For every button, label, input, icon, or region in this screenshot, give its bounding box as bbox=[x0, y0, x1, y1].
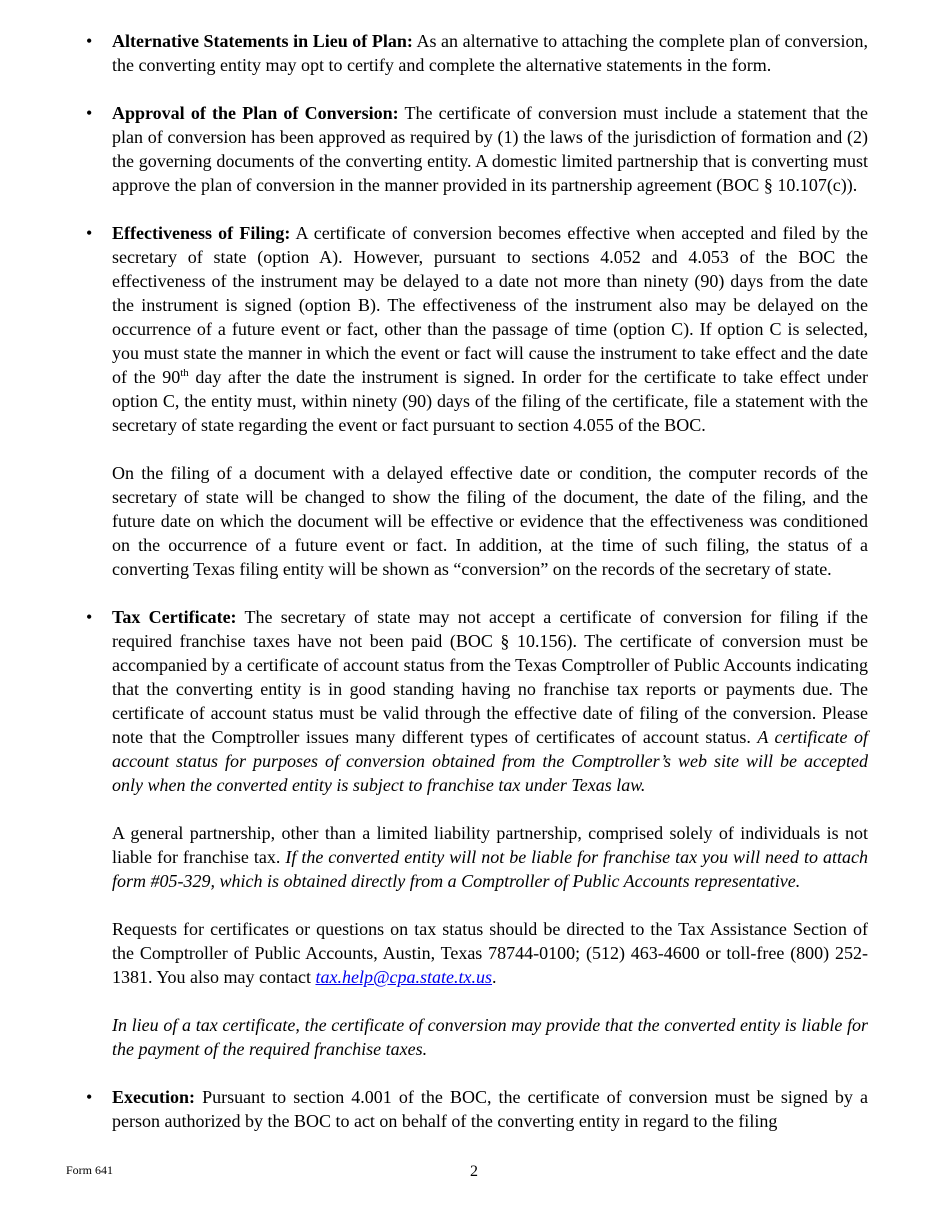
heading: Execution: bbox=[112, 1087, 195, 1107]
heading: Effectiveness of Filing: bbox=[112, 223, 291, 243]
body-text: day after the date the instrument is signed. In order for the certificate to take effect under option C, the entity must, within ninety (90) days of the filing of the certificate, file a statement with the secretary of state regarding the event or fact pursuant to section 4.055 of the BOC. bbox=[112, 367, 868, 435]
body-text: Requests for certificates or questions on tax status should be directed to the Tax Assistance Section of the Comptroller of Public Accounts, Austin, Texas 78744-0100; (512) 463-4600 or toll-free (800) 252-1381. You also may contact bbox=[112, 919, 868, 987]
bullet-approval bbox=[112, 101, 868, 197]
body-text: . bbox=[492, 967, 497, 987]
tax-paragraph-4 bbox=[112, 1013, 868, 1061]
page-number: 2 bbox=[470, 1163, 478, 1180]
body-text: The secretary of state may not accept a certificate of conversion for filing if the required franchise taxes have not been paid (BOC § 10.156). The certificate of conversion must be accompanied by a certificate of account status from the Texas Comptroller of Public Accounts indicating that the converting entity is in good standing having no franchise tax reports or payments due. The certificate of account status must be valid through the effective date of filing of the conversion. Please note that the Comptroller issues many different types of certificates of account status. bbox=[112, 607, 868, 747]
body-text: A certificate of conversion becomes effective when accepted and filed by the secretary of state (option A). However, pursuant to sections 4.052 and 4.053 of the BOC the effectiveness of the instrument may be delayed to a date not more than ninety (90) days from the date the instrument is signed (option B). The effectiveness of the instrument also may be delayed on the occurrence of a future event or fact, other than the passage of time (option C). If option C is selected, you must state the manner in which the event or fact will cause the instrument to take effect and the date of the 90 bbox=[112, 223, 869, 387]
bullet-tax-certificate bbox=[112, 605, 868, 797]
email-link[interactable]: tax.help@cpa.state.tx.us bbox=[315, 967, 493, 987]
footer-form-number: Form 641 bbox=[66, 1163, 114, 1177]
body-text: The certificate of conversion must include a statement that the plan of conversion has been approved as required by (1) the laws of the jurisdiction of formation and (2) the governing documents of the converting entity. A domestic limited partnership that is converting must approve the plan of conversion in the manner provided in its partnership agreement (BOC § 10.107(c)). bbox=[112, 103, 868, 195]
body-text: Pursuant to section 4.001 of the BOC, the certificate of conversion must be signed by a person authorized by the BOC to act on behalf of the converting entity in regard to the filing bbox=[112, 1087, 868, 1131]
effectiveness-paragraph-2: On the filing of a document with a delayed effective date or condition, the computer records of the secretary of state will be changed to show the filing of the document, the date of the filing, and the future date on which the document will be effective or evidence that the effectiveness was conditioned on the occurrence of a future event or fact. In addition, at the time of such filing, the status of a converting Texas filing entity will be shown as “conversion” on the records of the secretary of state. bbox=[112, 463, 868, 579]
bullet-execution bbox=[112, 1085, 868, 1133]
body-text: A general partnership, other than a limited liability partnership, comprised solely of individuals is not liable for franchise tax. bbox=[112, 823, 868, 867]
italic-text: If the converted entity will not be liable for franchise tax you will need to attach form #05-329, which is obtained directly from a Comptroller of Public Accounts representative. bbox=[112, 847, 868, 891]
superscript: th bbox=[180, 367, 189, 379]
heading: Approval of the Plan of Conversion: bbox=[112, 103, 399, 123]
bullet-alternative-statements bbox=[112, 29, 868, 77]
tax-paragraph-2 bbox=[112, 821, 868, 893]
bullet-effectiveness bbox=[112, 221, 868, 437]
italic-text: In lieu of a tax certificate, the certificate of conversion may provide that the converted entity is liable for the payment of the required franchise taxes. bbox=[112, 1015, 868, 1059]
body-text: As an alternative to attaching the complete plan of conversion, the converting entity may opt to certify and complete the alternative statements in the form. bbox=[112, 31, 868, 75]
heading: Tax Certificate: bbox=[112, 607, 237, 627]
heading: Alternative Statements in Lieu of Plan: bbox=[112, 31, 413, 51]
document-body bbox=[112, 29, 868, 1157]
italic-text: A certificate of account status for purposes of conversion obtained from the Comptroller’s web site will be accepted only when the converted entity is subject to franchise tax under Texas law. bbox=[112, 727, 868, 795]
tax-paragraph-3 bbox=[112, 917, 868, 989]
